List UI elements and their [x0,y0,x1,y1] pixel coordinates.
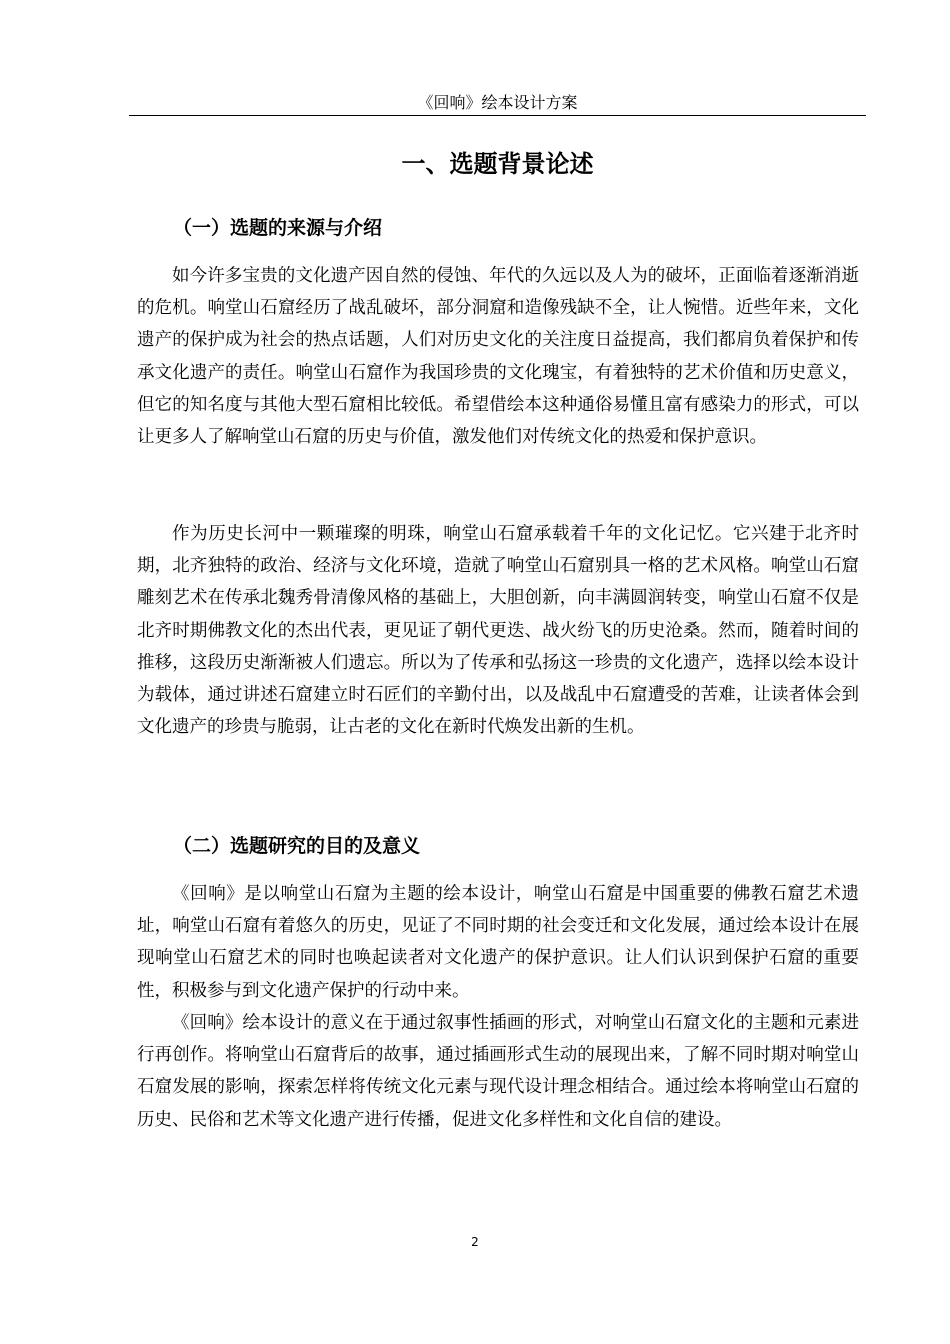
chapter-title: 一、选题背景论述 [401,150,594,178]
paragraph-2-1: 《回响》是以响堂山石窟为主题的绘本设计，响堂山石窟是中国重要的佛教石窟艺术遗址，响堂山石窟有着悠久的历史，见证了不同时期的社会变迁和文化发展，通过绘本设计在展现响堂山石窟艺术的同时也唤起读者对文化遗产的保护意识。让人们认识到保护石窟的重要性，积极参与到文化遗产保护的行动中来。 [137,884,859,1001]
section-heading-1: （一）选题的来源与介绍 [173,217,383,239]
paragraph-1-1: 如今许多宝贵的文化遗产因自然的侵蚀、年代的久远以及人为的破坏，正面临着逐渐消逝的危机。响堂山石窟经历了战乱破坏，部分洞窟和造像残缺不全，让人惋惜。近些年来，文化遗产的保护成为社会的热点话题，人们对历史文化的关注度日益提高，我们都肩负着保护和传承文化遗产的责任。响堂山石窟作为我国珍贵的文化瑰宝，有着独特的艺术价值和历史意义，但它的知名度与其他大型石窟相比较低。希望借绘本这种通俗易懂且富有感染力的形式，可以让更多人了解响堂山石窟的历史与价值，激发他们对传统文化的热爱和保护意识。 [137,266,859,448]
section-heading-2: （二）选题研究的目的及意义 [173,835,421,857]
paragraph-2-2: 《回响》绘本设计的意义在于通过叙事性插画的形式，对响堂山石窟文化的主题和元素进行再创作。将响堂山石窟背后的故事，通过插画形式生动的展现出来，了解不同时期对响堂山石窟发展的影响，探索怎样将传统文化元素与现代设计理念相结合。通过绘本将响堂山石窟的历史、民俗和艺术等文化遗产进行传播，促进文化多样性和文化自信的建设。 [137,1013,859,1130]
paragraph-1-2: 作为历史长河中一颗璀璨的明珠，响堂山石窟承载着千年的文化记忆。它兴建于北齐时期，北齐独特的政治、经济与文化环境，造就了响堂山石窟别具一格的艺术风格。响堂山石窟雕刻艺术在传承北魏秀骨清像风格的基础上，大胆创新，向丰满圆润转变，响堂山石窟不仅是北齐时期佛教文化的杰出代表，更见证了朝代更迭、战火纷飞的历史沧桑。然而，随着时间的推移，这段历史渐渐被人们遗忘。所以为了传承和弘扬这一珍贵的文化遗产，选择以绘本设计为载体，通过讲述石窟建立时石匠们的辛勤付出，以及战乱中石窟遭受的苦难，让读者体会到文化遗产的珍贵与脆弱，让古老的文化在新时代焕发出新的生机。 [137,524,859,738]
running-header: 《回响》绘本设计方案 [129,92,866,116]
page-number: 2 [471,1235,479,1249]
